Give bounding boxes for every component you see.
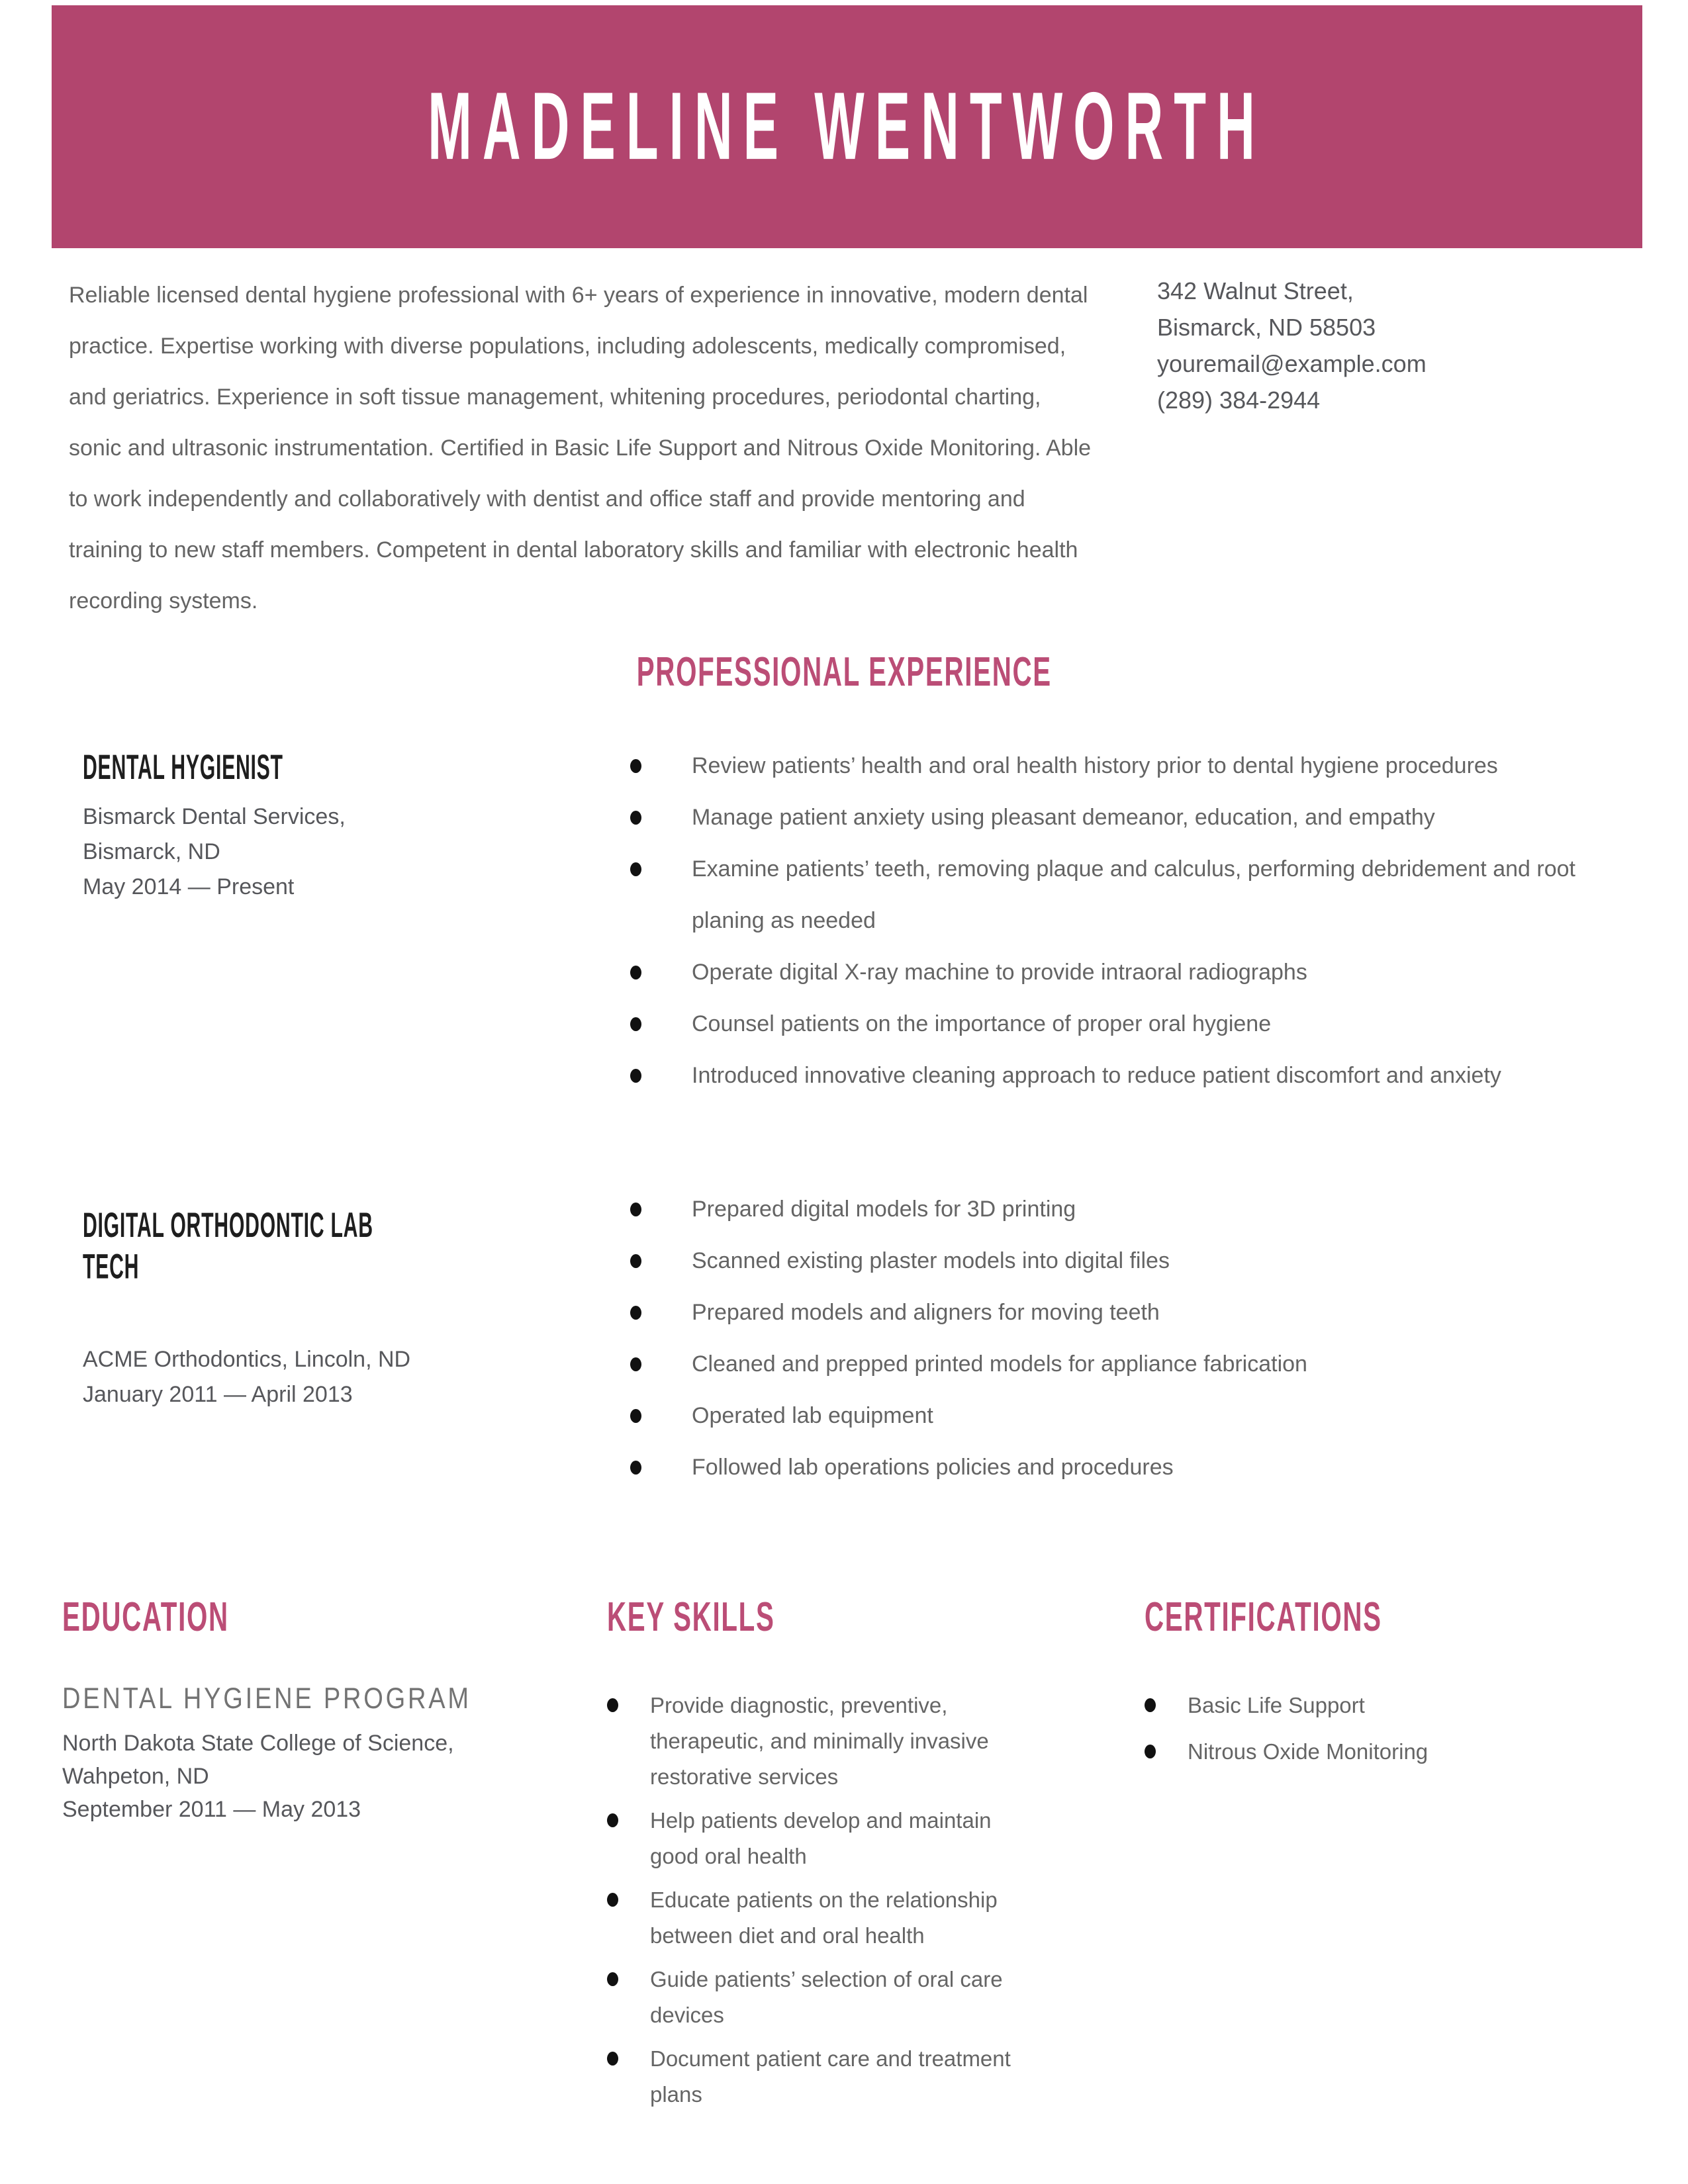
bullet-item: Nitrous Oxide Monitoring bbox=[1145, 1734, 1634, 1770]
education-dates: September 2011 — May 2013 bbox=[62, 1797, 361, 1822]
bullet-item: Prepared digital models for 3D printing bbox=[630, 1183, 1597, 1235]
bullet-icon bbox=[607, 1972, 618, 1986]
job-2-bullet-list bbox=[630, 1183, 1597, 1493]
summary-paragraph: Reliable licensed dental hygiene professional with 6+ years of experience in innovative, modern dental practice. Expertise working with diverse populations, including adolescents, medically compromised, and geriatrics. Experience in soft tissue management, whitening procedures, periodontal charting, sonic and ultrasonic instrumentation. Certified in Basic Life Support and Nitrous Oxide Monitoring. Able to work independently and collaboratively with dentist and office staff and provide mentoring and training to new staff members. Competent in dental laboratory skills and familiar with electronic health recording systems. bbox=[69, 283, 1092, 614]
bullet-item: Review patients’ health and oral health history prior to dental hygiene procedures bbox=[630, 740, 1597, 792]
bullet-item: Scanned existing plaster models into digital files bbox=[630, 1235, 1597, 1287]
bullet-icon bbox=[630, 1306, 641, 1320]
bullet-icon bbox=[630, 862, 641, 876]
header-band bbox=[52, 5, 1642, 248]
bullet-icon bbox=[630, 811, 641, 825]
job-2-dates: January 2011 — April 2013 bbox=[83, 1382, 353, 1407]
job-2-meta bbox=[83, 1342, 559, 1412]
bullet-icon bbox=[607, 2052, 618, 2066]
job-1-location: Bismarck, ND bbox=[83, 839, 220, 864]
section-education bbox=[62, 1594, 552, 1826]
candidate-name: MADELINE WENTWORTH bbox=[428, 72, 1266, 180]
bullet-item: Cleaned and prepped printed models for appliance fabrication bbox=[630, 1338, 1597, 1390]
certifications-heading: CERTIFICATIONS bbox=[1145, 1594, 1382, 1641]
key-skills-heading-wrap bbox=[607, 1594, 1110, 1641]
bullet-item: Followed lab operations policies and procedures bbox=[630, 1441, 1597, 1493]
contact-email: youremail@example.com bbox=[1157, 350, 1427, 377]
job-1-meta bbox=[83, 799, 559, 905]
job-2-company: ACME Orthodontics, Lincoln, ND bbox=[83, 1347, 411, 1372]
bullet-icon bbox=[630, 1069, 641, 1083]
bullet-item: Operated lab equipment bbox=[630, 1390, 1597, 1441]
job-1-bullet-list bbox=[630, 740, 1597, 1101]
bullet-icon bbox=[630, 1254, 641, 1268]
job-1-title: DENTAL HYGIENIST bbox=[83, 747, 283, 786]
section-certifications bbox=[1145, 1594, 1634, 1780]
section-key-skills bbox=[607, 1594, 1110, 2120]
bullet-icon bbox=[630, 1357, 641, 1371]
key-skills-heading: KEY SKILLS bbox=[607, 1594, 775, 1641]
section-professional-experience bbox=[0, 649, 1688, 695]
contact-phone: (289) 384-2944 bbox=[1157, 387, 1321, 414]
certifications-heading-wrap bbox=[1145, 1594, 1634, 1641]
bullet-item: Basic Life Support bbox=[1145, 1688, 1634, 1723]
education-heading-wrap bbox=[62, 1594, 552, 1641]
bullet-icon bbox=[607, 1698, 618, 1712]
bullet-item: Prepared models and aligners for moving teeth bbox=[630, 1287, 1597, 1338]
bullet-item: Introduced innovative cleaning approach to reduce patient discomfort and anxiety bbox=[630, 1050, 1597, 1101]
bullet-item: Examine patients’ teeth, removing plaque and calculus, performing debridement and root planing as needed bbox=[630, 843, 1597, 946]
education-program-title: DENTAL HYGIENE PROGRAM bbox=[62, 1682, 471, 1715]
job-2-title: DIGITAL ORTHODONTIC LAB TECH bbox=[83, 1205, 373, 1286]
bullet-icon bbox=[630, 759, 641, 773]
education-location: Wahpeton, ND bbox=[62, 1764, 209, 1789]
bullet-icon bbox=[630, 1409, 641, 1423]
bullet-icon bbox=[630, 1017, 641, 1031]
bullet-item: Document patient care and treatment plans bbox=[607, 2041, 1110, 2113]
bullet-item: Manage patient anxiety using pleasant demeanor, education, and empathy bbox=[630, 792, 1597, 843]
education-heading: EDUCATION bbox=[62, 1594, 229, 1641]
bullet-item: Provide diagnostic, preventive, therapeutic, and minimally invasive restorative services bbox=[607, 1688, 1110, 1795]
bullet-icon bbox=[607, 1813, 618, 1827]
professional-experience-heading: PROFESSIONAL EXPERIENCE bbox=[636, 649, 1052, 696]
education-meta bbox=[62, 1727, 552, 1826]
job-1-dates: May 2014 — Present bbox=[83, 874, 295, 899]
bullet-icon bbox=[1145, 1745, 1156, 1758]
bullet-item: Operate digital X-ray machine to provide intraoral radiographs bbox=[630, 946, 1597, 998]
contact-address-line-1: 342 Walnut Street, bbox=[1157, 277, 1354, 304]
bullet-icon bbox=[630, 1461, 641, 1475]
contact-address-line-2: Bismarck, ND 58503 bbox=[1157, 314, 1376, 341]
job-2-info bbox=[83, 1205, 559, 1412]
bullet-icon bbox=[630, 966, 641, 979]
contact-block bbox=[1157, 273, 1427, 418]
bullet-item: Educate patients on the relationship between diet and oral health bbox=[607, 1882, 1110, 1954]
education-school: North Dakota State College of Science, bbox=[62, 1731, 454, 1756]
bullet-item: Guide patients’ selection of oral care devices bbox=[607, 1962, 1110, 2033]
bullet-icon bbox=[607, 1893, 618, 1907]
bullet-icon bbox=[630, 1203, 641, 1216]
job-1-info bbox=[83, 747, 559, 905]
bullet-item: Help patients develop and maintain good oral health bbox=[607, 1803, 1110, 1874]
certifications-bullet-list bbox=[1145, 1688, 1634, 1770]
key-skills-bullet-list bbox=[607, 1688, 1110, 2113]
bullet-icon bbox=[1145, 1698, 1156, 1712]
bullet-item: Counsel patients on the importance of proper oral hygiene bbox=[630, 998, 1597, 1050]
job-1-company: Bismarck Dental Services, bbox=[83, 804, 346, 829]
